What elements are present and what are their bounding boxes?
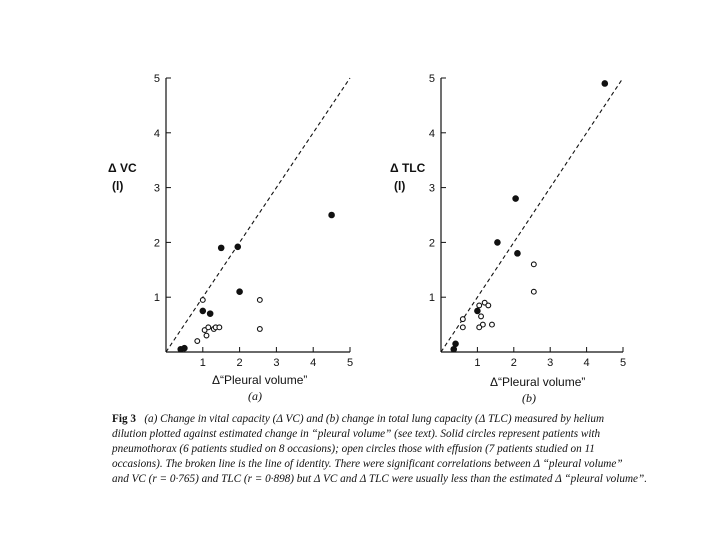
panel-a-open-point: [257, 298, 262, 303]
caption-line-4: occasions). The broken line is the line of identity. There were significant correlations between Δ “pleural volume”: [112, 458, 623, 470]
panel-a-label: (a): [248, 389, 262, 403]
panel-b-ylabel: Δ TLC: [390, 161, 426, 175]
panel-b-yunit: (l): [394, 179, 406, 193]
panel-a-open-point: [200, 298, 205, 303]
panel-b-ytick-label: 2: [428, 237, 435, 250]
panel-a-solid-point: [218, 245, 224, 251]
panel-a-open-point: [204, 333, 209, 338]
panel-b-ytick-label: 1: [428, 292, 435, 305]
panel-b-solid-point: [495, 240, 501, 246]
panel-a-xtick-label: 5: [346, 357, 354, 369]
panel-b-solid-point: [515, 251, 521, 257]
panel-b-xtick-label: 1: [474, 357, 481, 369]
caption-line-5: and VC (r = 0·765) and TLC (r = 0·898) but Δ VC and Δ TLC were usually less than the estimated Δ “pleural volume”.: [112, 473, 648, 485]
panel-b-ytick-label: 5: [428, 73, 435, 85]
caption-fig-label: Fig 3: [112, 413, 136, 425]
panel-b-solid-point: [475, 308, 481, 314]
panel-b-solid-point: [513, 196, 519, 202]
panel-a-solid-point: [329, 212, 335, 218]
panel-b-open-point: [531, 289, 536, 294]
panel-b-solid-point: [602, 81, 608, 87]
panel-a-identity-line-path: [166, 78, 350, 352]
panel-a-ylabel: Δ VC: [108, 161, 137, 175]
panel-b-open-point: [531, 262, 536, 267]
panel-a-solid-point: [182, 345, 188, 351]
panel-a-xtick-label: 3: [273, 357, 280, 369]
caption-line-3: pneumothorax (6 patients studied on 8 occasions); open circles those with effusion (7 patients studied on 11: [112, 443, 595, 455]
panel-b-xlabel: Δ“Pleural volume”: [490, 375, 586, 389]
panel-a-solid-point: [207, 311, 213, 317]
panel-b-solid-point: [451, 346, 457, 352]
panel-a-solid-point: [235, 244, 241, 250]
panel-a-points: [178, 212, 334, 352]
panel-a-xtick-label: 2: [236, 357, 243, 369]
panel-a-open-point: [217, 325, 222, 330]
panel-b-ytick-label: 4: [428, 127, 435, 140]
panel-b-open-point: [460, 317, 465, 322]
panel-b-open-point: [477, 325, 482, 330]
panel-b-ytick-label: 3: [428, 182, 435, 195]
panel-b-xtick-label: 5: [619, 357, 627, 369]
panel-b-open-point: [477, 303, 482, 308]
panel-b-open-point: [479, 314, 484, 319]
caption-text-1: (a) Change in vital capacity (Δ VC) and (b) change in total lung capacity (Δ TLC) measured by helium: [144, 413, 605, 425]
panel-a-identity-line: [166, 78, 350, 352]
panel-b-xtick-label: 2: [510, 357, 517, 369]
panel-b-open-point: [490, 322, 495, 327]
panel-b-open-point: [486, 303, 491, 308]
panel-b-points: [451, 81, 608, 352]
caption-line-2: dilution plotted against estimated change in “pleural volume” (see text). Solid circles represent patients with: [112, 428, 601, 440]
panel-a: [108, 73, 353, 403]
panel-a-ytick-label: 3: [153, 182, 160, 195]
panel-a-ytick-label: 5: [153, 73, 160, 85]
panel-a-open-point: [195, 339, 200, 344]
panel-a-ytick-label: 4: [153, 127, 160, 140]
panel-a-open-point: [206, 325, 211, 330]
panel-a-xtick-label: 1: [199, 357, 206, 369]
panel-a-solid-point: [237, 289, 243, 295]
panel-b-open-point: [460, 325, 465, 330]
panel-b-label: (b): [522, 391, 536, 405]
figure-caption: [112, 412, 652, 487]
panel-a-xtick-label: 4: [310, 357, 317, 369]
panel-b-identity-line-path: [441, 78, 623, 352]
panel-a-open-point: [257, 327, 262, 332]
panel-a-solid-point: [200, 308, 206, 314]
panel-a-yunit: (l): [112, 179, 124, 193]
panel-a-xlabel: Δ“Pleural volume”: [212, 373, 308, 387]
caption-line-1: [112, 412, 652, 427]
panel-b-identity-line: [441, 78, 623, 352]
panel-b-xtick-label: 3: [547, 357, 554, 369]
panel-a-ytick-label: 1: [153, 292, 160, 305]
panel-b-solid-point: [453, 341, 459, 347]
panel-a-ytick-label: 2: [153, 237, 160, 250]
panel-b: [390, 73, 626, 405]
panel-b-xtick-label: 4: [583, 357, 590, 369]
